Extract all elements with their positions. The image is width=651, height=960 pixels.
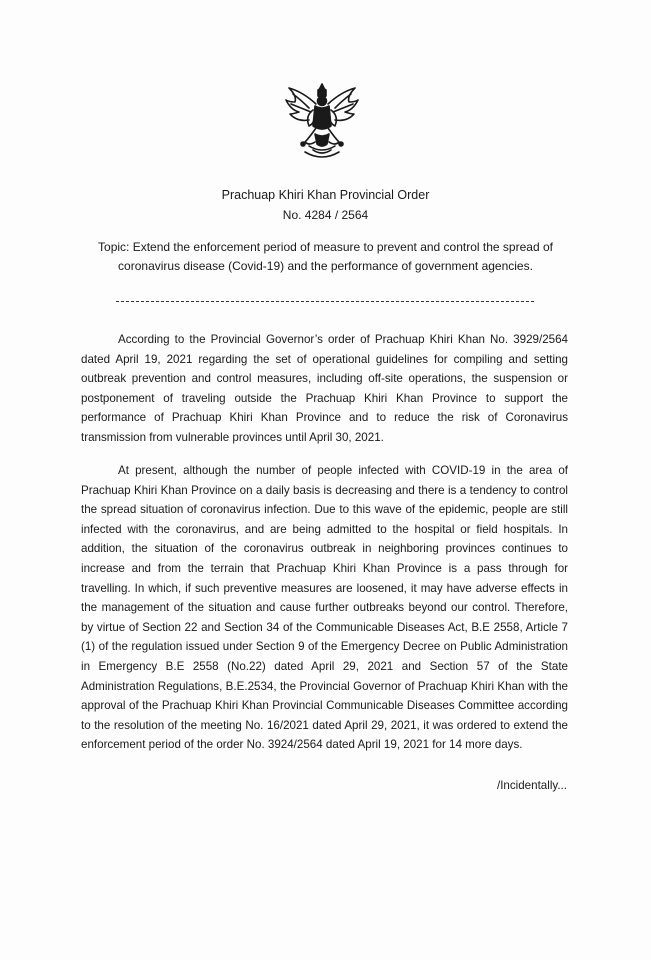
section-divider	[116, 301, 534, 302]
order-title: Prachuap Khiri Khan Provincial Order	[221, 188, 430, 202]
order-topic: Topic: Extend the enforcement period of measure to prevent and control the spread of coronavirus disease (Covid-19) and the performance of government agencies.	[98, 240, 553, 273]
body-paragraph-1: According to the Provincial Governor’s order of Prachuap Khiri Khan No. 3929/2564 dated April 19, 2021 regarding the set of operational guidelines for compiling and setting outbreak prevention and control measures, including off-site operations, the suspension or postponement of traveling outside the Prachuap Khiri Khan Province to support the performance of Prachuap Khiri Khan Province and to reduce the risk of Coronavirus transmission from vulnerable provinces until April 30, 2021.	[81, 333, 568, 444]
body-paragraph-2: At present, although the number of people infected with COVID-19 in the area of Prachuap Khiri Khan Province on a daily basis is decreasing and there is a tendency to control the spread situation of coronavirus infection. Due to this wave of the epidemic, people are still infected with the coronavirus, and are being admitted to the hospital or field hospitals. In addition, the situation of the coronavirus outbreak in neighboring provinces continues to increase and from the terrain that Prachuap Khiri Khan Province is a pass through for travelling. In which, if such preventive measures are loosened, it may have adverse effects in the management of the situation and cause further outbreaks beyond our control. Therefore, by virtue of Section 22 and Section 34 of the Communicable Diseases Act, B.E 2558, Article 7 (1) of the regulation issued under Section 9 of the Emergency Decree on Public Administration in Emergency B.E 2558 (No.22) dated April 29, 2021 and Section 57 of the State Administration Regulations, B.E.2534, the Provincial Governor of Prachuap Khiri Khan with the approval of the Prachuap Khiri Khan Provincial Communicable Diseases Committee according to the resolution of the meeting No. 16/2021 dated April 29, 2021, it was ordered to extend the enforcement period of the order No. 3924/2564 dated April 19, 2021 for 14 more days.	[81, 464, 568, 752]
continuation-marker: /Incidentally...	[496, 779, 567, 792]
garuda-emblem-icon	[283, 80, 361, 164]
order-number: No. 4284 / 2564	[282, 208, 369, 222]
